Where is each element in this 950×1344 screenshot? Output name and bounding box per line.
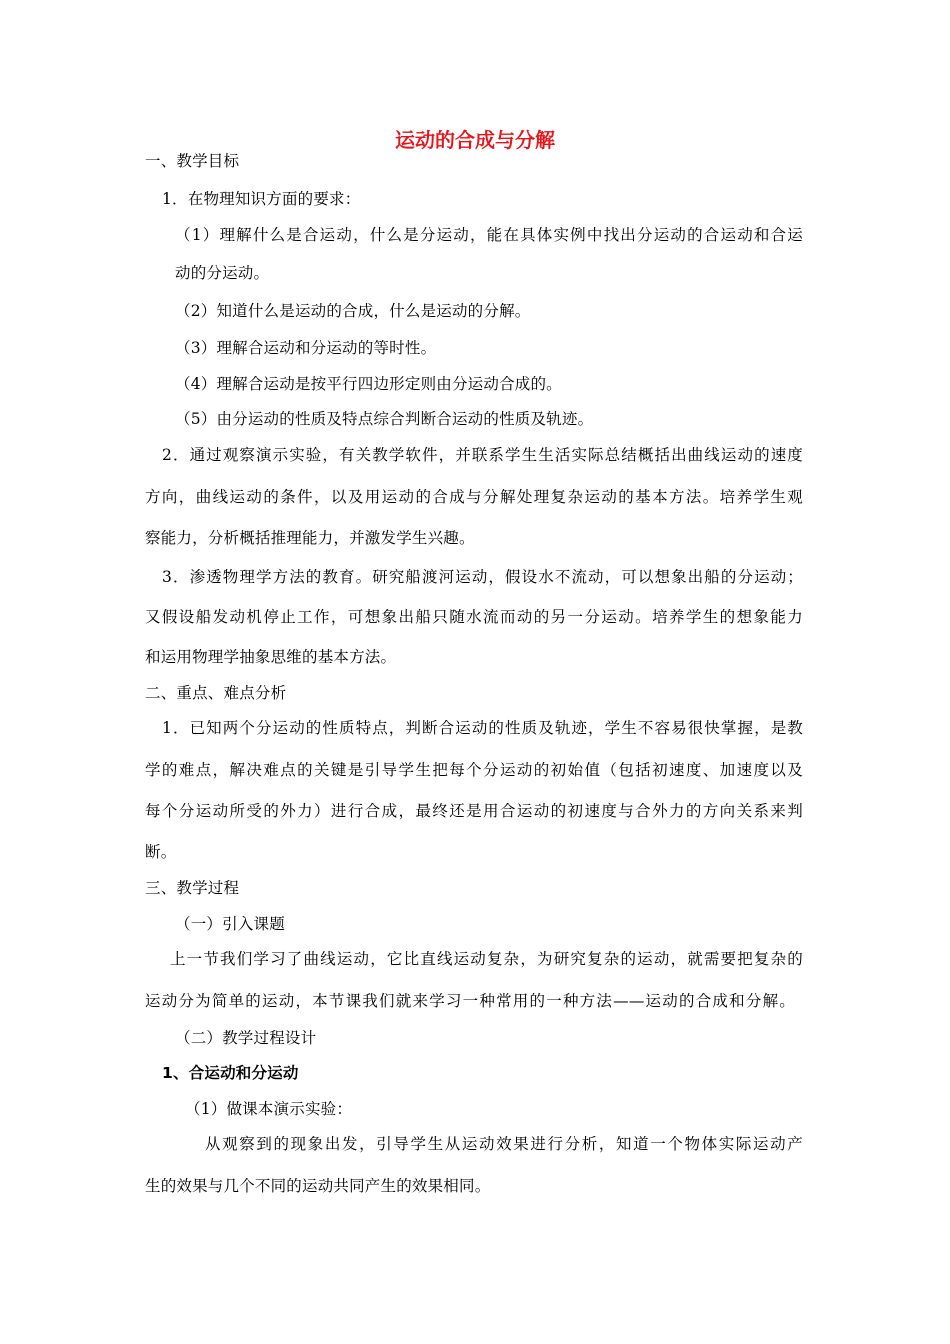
paragraph-line: 学的难点，解决难点的关键是引导学生把每个分运动的初始值（包括初速度、加速度以及 <box>145 761 803 779</box>
paragraph-line: 断。 <box>145 843 177 861</box>
section-heading: 三、教学过程 <box>145 879 240 897</box>
list-item: （4）理解合运动是按平行四边形定则由分运动合成的。 <box>175 375 562 393</box>
paragraph-line: 生的效果与几个不同的运动共同产生的效果相同。 <box>145 1177 491 1195</box>
document-title: 运动的合成与分解 <box>395 128 555 152</box>
paragraph-line: 方向，曲线运动的条件，以及用运动的合成与分解处理复杂运动的基本方法。培养学生观 <box>145 488 803 506</box>
paragraph-line: 又假设船发动机停止工作，可想象出船只随水流而动的另一分运动。培养学生的想象能力 <box>145 608 803 626</box>
paragraph-line: 上一节我们学习了曲线运动，它比直线运动复杂，为研究复杂的运动，就需要把复杂的 <box>170 950 803 968</box>
paragraph-line: 动的分运动。 <box>175 264 270 282</box>
paragraph-line: 察能力，分析概括推理能力，并激发学生兴趣。 <box>145 529 475 547</box>
paragraph-line: 从观察到的现象出发，引导学生从运动效果进行分析，知道一个物体实际运动产 <box>205 1135 803 1153</box>
section-heading: 一、教学目标 <box>145 152 240 170</box>
paragraph-line: 和运用物理学抽象思维的基本方法。 <box>145 648 397 666</box>
list-item: （5）由分运动的性质及特点综合判断合运动的性质及轨迹。 <box>175 410 594 428</box>
section-heading: 二、重点、难点分析 <box>145 684 287 702</box>
subsection-heading: （一）引入课题 <box>175 915 285 933</box>
paragraph-line: 2．通过观察演示实验，有关教学软件，并联系学生生活实际总结概括出曲线运动的速度 <box>162 446 803 464</box>
paragraph-line: 1．已知两个分运动的性质特点，判断合运动的性质及轨迹，学生不容易很快掌握，是教 <box>162 719 803 737</box>
list-item: （3）理解合运动和分运动的等时性。 <box>175 339 437 357</box>
bold-heading: 1、合运动和分运动 <box>162 1064 299 1082</box>
paragraph-line: 每个分运动所受的外力）进行合成，最终还是用合运动的初速度与合外力的方向关系来判 <box>145 802 803 820</box>
list-item: （2）知道什么是运动的合成，什么是运动的分解。 <box>175 302 531 320</box>
list-item: 1．在物理知识方面的要求： <box>162 190 361 208</box>
paragraph-line: 3．渗透物理学方法的教育。研究船渡河运动，假设水不流动，可以想象出船的分运动； <box>162 568 803 586</box>
paragraph-line: 运动分为简单的运动，本节课我们就来学习一种常用的一种方法——运动的合成和分解。 <box>145 992 795 1010</box>
subsection-heading: （二）教学过程设计 <box>175 1029 317 1047</box>
list-item: （1）做课本演示实验： <box>185 1100 353 1118</box>
paragraph-line: （1）理解什么是合运动，什么是分运动，能在具体实例中找出分运动的合运动和合运 <box>175 226 803 244</box>
